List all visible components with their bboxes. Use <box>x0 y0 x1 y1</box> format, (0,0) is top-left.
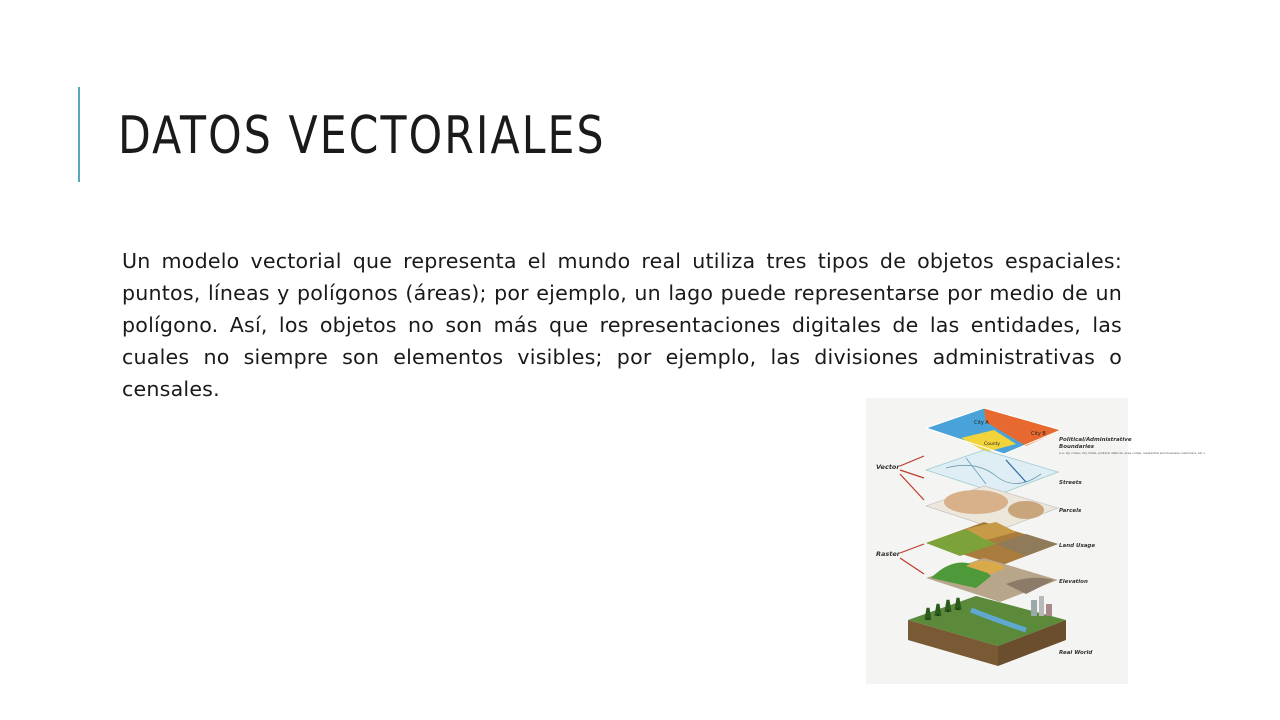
layer-label-real-world: Real World <box>1059 650 1093 656</box>
raster-arrow-2 <box>900 558 924 574</box>
real-world-layer <box>908 596 1066 666</box>
slide-title: DATOS VECTORIALES <box>118 106 606 166</box>
layer-label-land-usage: Land Usage <box>1059 543 1096 549</box>
land-usage-layer <box>926 522 1058 566</box>
political-layer <box>926 408 1061 454</box>
county-label: County <box>984 442 1001 447</box>
city-b-label: City B <box>1031 431 1046 437</box>
vector-label: Vector <box>876 463 900 471</box>
streets-layer <box>926 450 1058 494</box>
gis-layers-figure <box>866 398 1205 684</box>
raster-arrow-1 <box>900 544 924 553</box>
layer-label-boundaries: Boundaries <box>1059 444 1095 450</box>
layer-note-boundaries: (i.e. zip codes, city limits, political districts, area codes, residential and business customers, etc.) <box>1059 451 1205 455</box>
vector-arrow-2 <box>900 470 924 478</box>
elevation-layer <box>926 558 1058 602</box>
title-accent-bar <box>78 87 80 182</box>
vector-arrow-3 <box>900 474 924 500</box>
gis-layers-illustration <box>866 398 1205 684</box>
layer-label-elevation: Elevation <box>1059 579 1088 585</box>
slide-body-text: Un modelo vectorial que representa el mundo real utiliza tres tipos de objetos espaciales: puntos, líneas y polígonos (áreas); por ejemplo, un lago puede representarse por medio de un polígono. Así, los objetos no son más que representaciones digitales de las entidades, las cuales no siempre son elementos visibles; por ejemplo, las divisiones administrativas o censales. <box>122 249 1122 401</box>
layer-label-parcels: Parcels <box>1059 508 1082 514</box>
raster-label: Raster <box>876 550 900 558</box>
city-a-label: City A <box>974 420 989 426</box>
vector-arrow-1 <box>900 456 924 466</box>
layer-label-political: Political/Administrative <box>1059 437 1132 443</box>
layer-label-streets: Streets <box>1059 480 1082 486</box>
